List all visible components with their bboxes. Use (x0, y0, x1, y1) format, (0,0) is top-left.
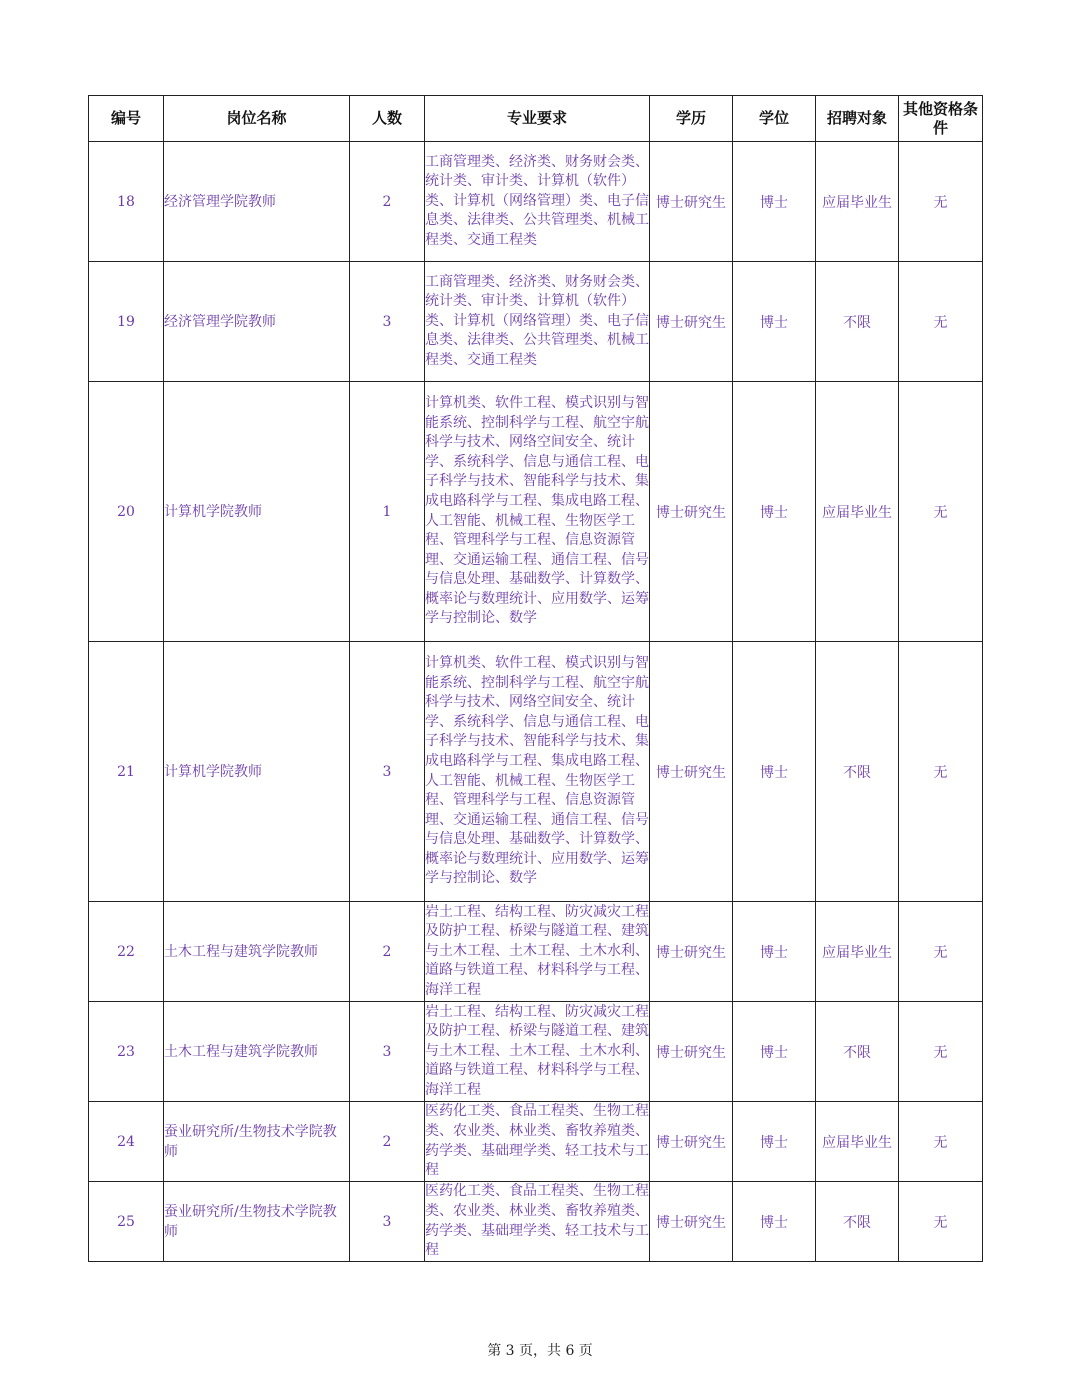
cell-major: 工商管理类、经济类、财务财会类、统计类、审计类、计算机（软件）类、计算机（网络管理）类、电子信息类、法律类、公共管理类、机械工程类、交通工程类 (425, 262, 650, 382)
header-degree: 学位 (733, 96, 816, 142)
cell-other: 无 (899, 382, 983, 642)
cell-degree: 博士 (733, 1102, 816, 1182)
cell-target: 不限 (816, 1182, 899, 1262)
header-count: 人数 (350, 96, 425, 142)
table-header-row (89, 96, 983, 142)
cell-position: 计算机学院教师 (164, 382, 350, 642)
recruitment-table (88, 95, 983, 1262)
header-other: 其他资格条件 (899, 96, 983, 142)
cell-count: 3 (350, 262, 425, 382)
cell-count: 2 (350, 142, 425, 262)
cell-count: 3 (350, 1182, 425, 1262)
cell-target: 应届毕业生 (816, 382, 899, 642)
cell-other: 无 (899, 142, 983, 262)
cell-degree: 博士 (733, 902, 816, 1002)
cell-other: 无 (899, 902, 983, 1002)
cell-count: 1 (350, 382, 425, 642)
cell-count: 3 (350, 1002, 425, 1102)
cell-major: 工商管理类、经济类、财务财会类、统计类、审计类、计算机（软件）类、计算机（网络管理）类、电子信息类、法律类、公共管理类、机械工程类、交通工程类 (425, 142, 650, 262)
table-row (89, 642, 983, 902)
cell-number: 25 (89, 1182, 164, 1262)
page-footer: 第 3 页，共 6 页 (487, 1343, 593, 1359)
cell-number: 22 (89, 902, 164, 1002)
cell-count: 2 (350, 1102, 425, 1182)
cell-major: 计算机类、软件工程、模式识别与智能系统、控制科学与工程、航空宇航科学与技术、网络空间安全、统计学、系统科学、信息与通信工程、电子科学与技术、智能科学与技术、集成电路科学与工程、集成电路工程、人工智能、机械工程、生物医学工程、管理科学与工程、信息资源管理、交通运输工程、通信工程、信号与信息处理、基础数学、计算数学、概率论与数理统计、应用数学、运筹学与控制论、数学 (425, 642, 650, 902)
header-major: 专业要求 (425, 96, 650, 142)
cell-major: 医药化工类、食品工程类、生物工程类、农业类、林业类、畜牧养殖类、药学类、基础理学类、轻工技术与工程 (425, 1102, 650, 1182)
cell-position: 经济管理学院教师 (164, 142, 350, 262)
cell-other: 无 (899, 1002, 983, 1102)
cell-target: 不限 (816, 262, 899, 382)
table-row (89, 902, 983, 1002)
table-row (89, 142, 983, 262)
cell-education: 博士研究生 (650, 642, 733, 902)
cell-position: 蚕业研究所/生物技术学院教师 (164, 1102, 350, 1182)
cell-degree: 博士 (733, 262, 816, 382)
cell-target: 不限 (816, 642, 899, 902)
cell-other: 无 (899, 1102, 983, 1182)
header-education: 学历 (650, 96, 733, 142)
table-row (89, 262, 983, 382)
cell-education: 博士研究生 (650, 1102, 733, 1182)
cell-education: 博士研究生 (650, 382, 733, 642)
cell-other: 无 (899, 642, 983, 902)
cell-count: 3 (350, 642, 425, 902)
cell-education: 博士研究生 (650, 262, 733, 382)
cell-degree: 博士 (733, 642, 816, 902)
cell-number: 19 (89, 262, 164, 382)
header-target: 招聘对象 (816, 96, 899, 142)
cell-degree: 博士 (733, 142, 816, 262)
cell-major: 计算机类、软件工程、模式识别与智能系统、控制科学与工程、航空宇航科学与技术、网络空间安全、统计学、系统科学、信息与通信工程、电子科学与技术、智能科学与技术、集成电路科学与工程、集成电路工程、人工智能、机械工程、生物医学工程、管理科学与工程、信息资源管理、交通运输工程、通信工程、信号与信息处理、基础数学、计算数学、概率论与数理统计、应用数学、运筹学与控制论、数学 (425, 382, 650, 642)
cell-other: 无 (899, 1182, 983, 1262)
cell-degree: 博士 (733, 382, 816, 642)
cell-education: 博士研究生 (650, 902, 733, 1002)
cell-major: 医药化工类、食品工程类、生物工程类、农业类、林业类、畜牧养殖类、药学类、基础理学类、轻工技术与工程 (425, 1182, 650, 1262)
cell-number: 24 (89, 1102, 164, 1182)
cell-target: 应届毕业生 (816, 902, 899, 1002)
cell-number: 23 (89, 1002, 164, 1102)
table-row (89, 382, 983, 642)
cell-major: 岩土工程、结构工程、防灾减灾工程及防护工程、桥梁与隧道工程、建筑与土木工程、土木工程、土木水利、道路与铁道工程、材料科学与工程、海洋工程 (425, 902, 650, 1002)
cell-target: 应届毕业生 (816, 142, 899, 262)
cell-major: 岩土工程、结构工程、防灾减灾工程及防护工程、桥梁与隧道工程、建筑与土木工程、土木工程、土木水利、道路与铁道工程、材料科学与工程、海洋工程 (425, 1002, 650, 1102)
cell-position: 土木工程与建筑学院教师 (164, 902, 350, 1002)
cell-position: 蚕业研究所/生物技术学院教师 (164, 1182, 350, 1262)
cell-number: 20 (89, 382, 164, 642)
cell-number: 21 (89, 642, 164, 902)
cell-position: 土木工程与建筑学院教师 (164, 1002, 350, 1102)
cell-other: 无 (899, 262, 983, 382)
cell-education: 博士研究生 (650, 1002, 733, 1102)
header-position: 岗位名称 (164, 96, 350, 142)
cell-position: 经济管理学院教师 (164, 262, 350, 382)
header-number: 编号 (89, 96, 164, 142)
table-row (89, 1002, 983, 1102)
cell-number: 18 (89, 142, 164, 262)
cell-education: 博士研究生 (650, 1182, 733, 1262)
table-row (89, 1182, 983, 1262)
table-row (89, 1102, 983, 1182)
cell-target: 应届毕业生 (816, 1102, 899, 1182)
cell-degree: 博士 (733, 1182, 816, 1262)
cell-position: 计算机学院教师 (164, 642, 350, 902)
cell-count: 2 (350, 902, 425, 1002)
cell-degree: 博士 (733, 1002, 816, 1102)
cell-education: 博士研究生 (650, 142, 733, 262)
cell-target: 不限 (816, 1002, 899, 1102)
